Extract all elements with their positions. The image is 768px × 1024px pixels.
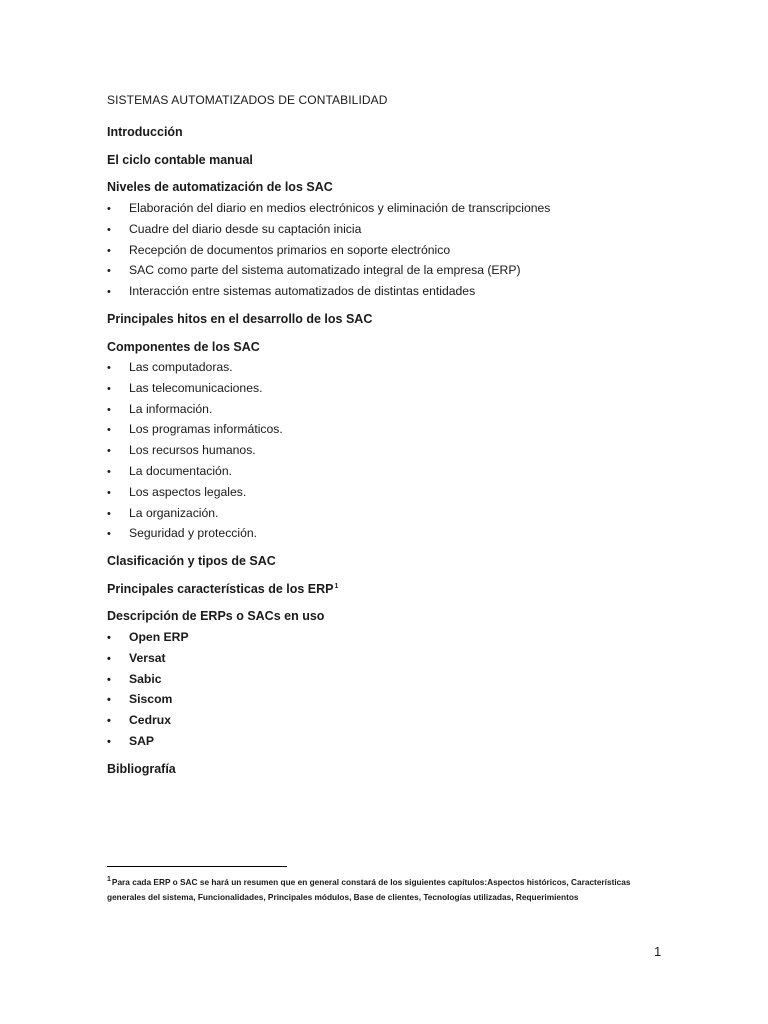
list-item bbox=[107, 731, 189, 752]
list-item bbox=[107, 482, 283, 503]
list-item-text: Las telecomunicaciones. bbox=[129, 380, 263, 395]
list-item bbox=[107, 419, 283, 440]
list-item bbox=[107, 710, 189, 731]
list-item bbox=[107, 689, 189, 710]
list-item bbox=[107, 378, 283, 399]
list-item bbox=[107, 219, 550, 240]
list-item bbox=[107, 440, 283, 461]
bullet-icon: • bbox=[107, 735, 111, 748]
heading-principales-hitos: Principales hitos en el desarrollo de los SAC bbox=[107, 312, 373, 326]
list-item bbox=[107, 198, 550, 219]
list-item-text: Interacción entre sistemas automatizados de distintas entidades bbox=[129, 284, 476, 299]
automation-levels-list bbox=[107, 198, 550, 302]
list-item-text: Los recursos humanos. bbox=[129, 443, 256, 458]
bullet-icon: • bbox=[107, 632, 111, 644]
list-item-text: Los programas informáticos. bbox=[129, 422, 283, 437]
document-title: SISTEMAS AUTOMATIZADOS DE CONTABILIDAD bbox=[107, 93, 388, 107]
page-number: 1 bbox=[654, 944, 662, 959]
footnote-separator bbox=[107, 866, 287, 867]
list-item bbox=[107, 503, 283, 524]
bullet-icon: • bbox=[107, 265, 111, 278]
heading-text: Principales características de los ERP bbox=[107, 582, 334, 596]
list-item-text: La documentación. bbox=[129, 463, 232, 478]
bullet-icon: • bbox=[107, 424, 111, 437]
bullet-icon: • bbox=[107, 286, 111, 299]
list-item-text: Elaboración del diario en medios electrónicos y eliminación de transcripciones bbox=[129, 201, 551, 215]
list-item-text: Sabic bbox=[129, 671, 162, 686]
list-item-text: Los aspectos legales. bbox=[129, 484, 247, 499]
list-item-text: Cedrux bbox=[129, 713, 171, 728]
bullet-icon: • bbox=[107, 715, 111, 728]
bullet-icon: • bbox=[107, 465, 111, 478]
heading-componentes: Componentes de los SAC bbox=[107, 340, 260, 354]
list-item bbox=[107, 627, 189, 648]
footnote-marker: 1 bbox=[107, 876, 111, 883]
list-item-text: Recepción de documentos primarios en soporte electrónico bbox=[129, 242, 451, 257]
bullet-icon: • bbox=[107, 528, 111, 541]
bullet-icon: • bbox=[107, 382, 111, 395]
bullet-icon: • bbox=[107, 486, 111, 499]
list-item bbox=[107, 399, 283, 420]
list-item-text: La organización. bbox=[129, 505, 219, 520]
list-item bbox=[107, 648, 189, 669]
list-item bbox=[107, 281, 550, 302]
list-item-text: Versat bbox=[129, 650, 166, 665]
bullet-icon: • bbox=[107, 244, 111, 257]
footnote-reference: 1 bbox=[334, 583, 339, 590]
list-item-text: La información. bbox=[129, 401, 213, 416]
bullet-icon: • bbox=[107, 507, 111, 520]
bullet-icon: • bbox=[107, 223, 111, 236]
heading-descripcion-erps: Descripción de ERPs o SACs en uso bbox=[107, 609, 325, 623]
bullet-icon: • bbox=[107, 673, 111, 686]
list-item-text: SAC como parte del sistema automatizado integral de la empresa (ERP) bbox=[129, 263, 521, 278]
bullet-icon: • bbox=[107, 403, 111, 416]
list-item-text: Siscom bbox=[129, 692, 173, 707]
list-item-text: SAP bbox=[129, 733, 155, 748]
list-item bbox=[107, 669, 189, 690]
footnote bbox=[107, 872, 667, 905]
components-list bbox=[107, 357, 283, 544]
heading-ciclo-contable: El ciclo contable manual bbox=[107, 153, 253, 167]
list-item-text: Seguridad y protección. bbox=[129, 526, 258, 541]
list-item bbox=[107, 461, 283, 482]
heading-bibliografia: Bibliografía bbox=[107, 762, 176, 776]
list-item bbox=[107, 357, 283, 378]
list-item-text: Las computadoras. bbox=[129, 360, 233, 374]
heading-clasificacion: Clasificación y tipos de SAC bbox=[107, 554, 276, 568]
heading-niveles-automatizacion: Niveles de automatización de los SAC bbox=[107, 180, 333, 194]
heading-caracteristicas-erp bbox=[107, 582, 338, 596]
list-item-text: Cuadre del diario desde su captación inicia bbox=[129, 221, 362, 236]
bullet-icon: • bbox=[107, 694, 111, 707]
list-item bbox=[107, 240, 550, 261]
list-item bbox=[107, 260, 550, 281]
bullet-icon: • bbox=[107, 652, 111, 665]
list-item bbox=[107, 523, 283, 544]
heading-introduccion: Introducción bbox=[107, 125, 183, 139]
list-item-text: Open ERP bbox=[129, 630, 189, 644]
erp-list bbox=[107, 627, 189, 752]
bullet-icon: • bbox=[107, 445, 111, 458]
bullet-icon: • bbox=[107, 203, 111, 215]
bullet-icon: • bbox=[107, 362, 111, 374]
footnote-text: Para cada ERP o SAC se hará un resumen que en general constará de los siguientes capítulos:Aspectos históricos, Características generales del sistema, Funcionalidades, Principales módulos, Base de clientes, Tecnologías utilizadas, Requerimientos bbox=[107, 877, 631, 902]
